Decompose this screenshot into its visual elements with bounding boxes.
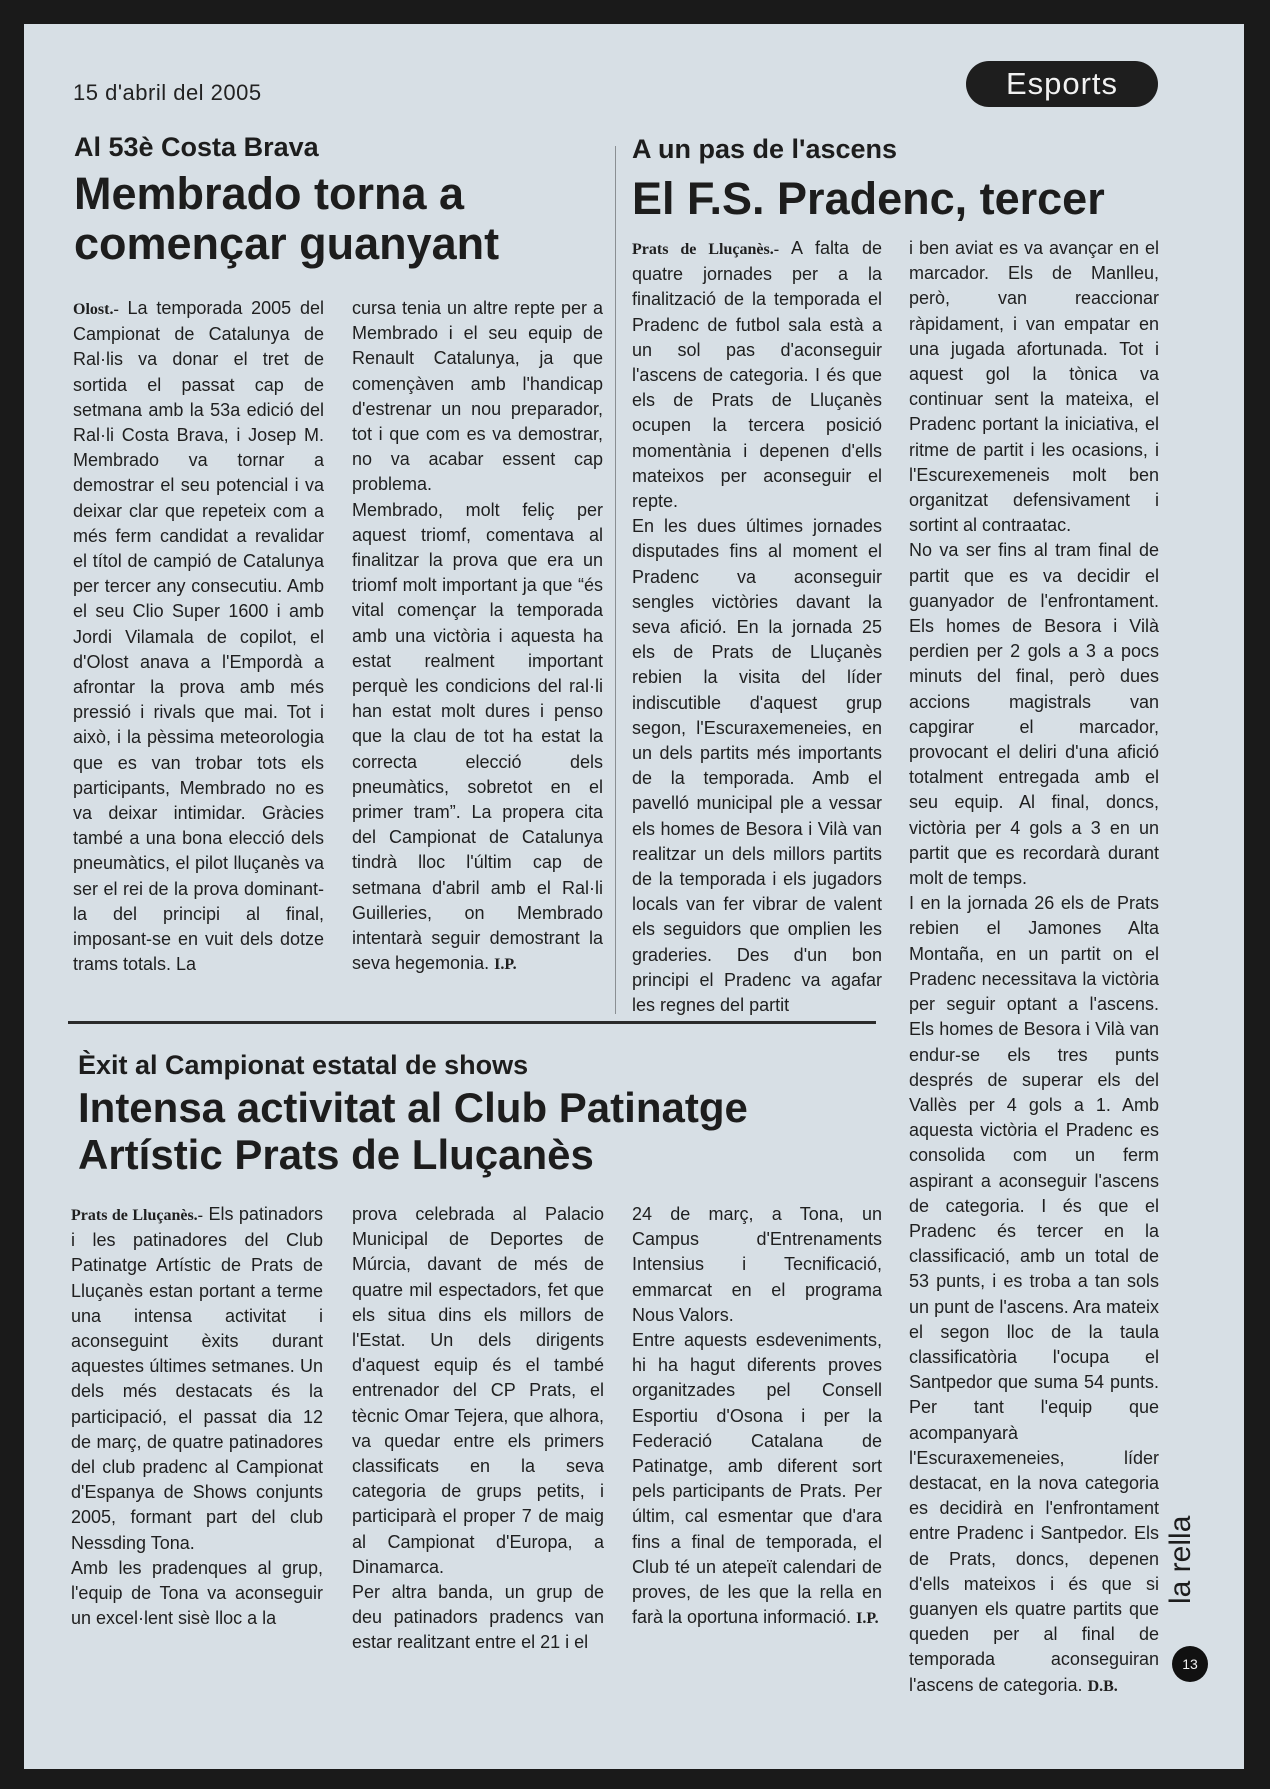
article3-text-6: Entre aquests esdeveniments, hi ha hagut diferents proves organitzades pel Consell Esportiu d'Osona i per la Federació Catalana de Patinatge, amb diferent sort pels participants de Prats. Per últim, cal esmentar que d'ara fins a final de temporada, el Club té un atepeït calendari de proves, de les que la rella en farà la oportuna informació.: [632, 1330, 882, 1628]
article2-lead: Prats de Lluçanès.-: [632, 241, 780, 258]
article3-lead: Prats de Lluçanès.-: [71, 1207, 203, 1224]
article3-text-1: Els patinadors i les patinadores del Club Patinatge Artístic de Prats de Lluçanès estan portant a terme una intensa activitat i aconseguint èxits durant aquestes últimes setmanes. Un dels més destacats és la participació, el passat dia 12 de març, de quatre patinadores del club pradenc al Campionat d'Espanya de Shows conjunts 2005, formant part del club Nessding Tona.: [71, 1204, 323, 1553]
article3-column-3: [632, 1202, 882, 1631]
article1-text-3: Membrado, molt feliç per aquest triomf, comentava al finalitzar la prova que era un triomf molt important ja que “és vital començar la temporada amb una victòria i aquesta ha estat realment important perquè les condicions del ral·li han estat molt dures i penso que la clau de tot ha estat la correcta elecció dels pneumàtics, sobretot en el primer tram”. La propera cita del Campionat de Catalunya tindrà lloc l'últim cap de setmana d'abril amb el Ral·li Guilleries, on Membrado intentarà seguir demostrant la seva hegemonia.: [352, 499, 603, 974]
article2-column-1: [632, 236, 882, 1018]
article2-text-1: A falta de quatre jornades per a la finalització de la temporada el Pradenc de futbol sala està a un sol pas d'aconseguir l'ascens de categoria. I és que els de Prats de Lluçanès ocupen la tercera posició momentània i depenen d'ells mateixos per aconseguir el repte.: [632, 238, 882, 512]
article2-text-2: En les dues últimes jornades disputades fins al moment el Pradenc va aconseguir sengles victòries davant la seva afició. En la jornada 25 els de Prats de Lluçanès rebien la visita del líder indiscutible d'aquest grup segon, l'Escuraxemeneies, en un dels partits més importants de la temporada. Amb el pavelló municipal ple a vessar els homes de Besora i Vilà van realitzar un dels millors partits de la temporada i els jugadors locals van fer vibrar de valent els seguidors que omplien les graderies. Des d'un bon principi el Pradenc va agafar les regnes del partit: [632, 516, 882, 1016]
section-divider: [68, 1021, 876, 1024]
article1-text-1: La temporada 2005 del Campionat de Catalunya de Ral·lis va donar el tret de sortida el passat cap de setmana amb la 53a edició del Ral·li Costa Brava, i Josep M. Membrado va tornar a demostrar el seu potencial i va deixar clar que repeteix com a més ferm candidat a revalidar el títol de campió de Catalunya per tercer any consecutiu. Amb el seu Clio Super 1600 i amb Jordi Vilamala de copilot, el d'Olost anava a l'Empordà a afrontar la prova amb més pressió i rivals que mai. Tot i això, i la pèssima meteorologia que es van trobar tots els participants, Membrado no es va deixar intimidar. Gràcies també a una bona elecció dels pneumàtics, el pilot lluçanès va ser el rei de la prova dominant-la del principi al final, imposant-se en vuit dels dotze trams totals. La: [73, 298, 324, 975]
page-number: 13: [1172, 1646, 1208, 1682]
article3-signature: I.P.: [856, 1610, 879, 1628]
article3-text-5: 24 de març, a Tona, un Campus d'Entrenaments Intensius i Tecnificació, emmarcat en el programa Nous Valors.: [632, 1204, 882, 1325]
article2-title: El F.S. Pradenc, tercer: [632, 173, 1105, 224]
article1-text-2: cursa tenia un altre repte per a Membrado i el seu equip de Renault Catalunya, ja que començàven amb l'handicap d'estrenar un nou preparador, tot i que com es va demostrar, no va acabar essent cap problema.: [352, 298, 603, 495]
section-badge: Esports: [966, 61, 1158, 107]
publication-brand: la rella: [1164, 1515, 1197, 1604]
article1-signature: I.P.: [494, 956, 517, 974]
article1-kicker: Al 53è Costa Brava: [74, 132, 319, 162]
column-divider: [615, 146, 616, 1014]
issue-date: 15 d'abril del 2005: [73, 80, 262, 105]
article3-title: Intensa activitat al Club Patinatge Artístic Prats de Lluçanès: [78, 1084, 748, 1179]
article2-text-4: No va ser fins al tram final de partit que es va decidir el guanyador de l'enfrontament. Els homes de Besora i Vilà perdien per 2 gols a 3 a pocs minuts del final, però dues accions magistrals van capgirar el marcador, provocant el deliri d'una afició totalment entregada amb el seu equip. Al final, doncs, victòria per 4 gols a 3 en un partit que es recordarà durant molt de temps.: [909, 540, 1159, 889]
article3-text-4: Per altra banda, un grup de deu patinadors pradencs van estar realitzant entre el 21 i el: [352, 1582, 604, 1653]
article2-text-5: I en la jornada 26 els de Prats rebien el Jamones Alta Montaña, en un partit on el Pradenc necessitava la victòria per seguir optant a l'ascens. Els homes de Besora i Vilà van endur-se els tres punts després de superar els del Vallès per 4 gols a 1. Amb aquesta victòria el Pradenc es consolida com un ferm aspirant a aconseguir l'ascens de categoria. I és que el Pradenc és tercer en la classificació, amb un total de 53 punts, i es troba a tan sols un punt de l'ascens. Ara mateix el segon lloc de la taula classificatòria l'ocupa el Santpedor que suma 54 punts. Per tant l'equip que acompanyarà l'Escuraxemeneies, líder destacat, en la nova categoria es decidirà en l'enfrontament entre Pradenc i Santpedor. Els de Prats, doncs, depenen d'ells mateixos i és que si guanyen els quatre partits que queden per al final de temporada aconseguiran l'ascens de categoria.: [909, 893, 1159, 1695]
article3-text-3: prova celebrada al Palacio Municipal de Deportes de Múrcia, davant de més de quatre mil espectadors, fet que els situa dins els millors de l'Estat. Un dels dirigents d'aquest equip és el també entrenador del CP Prats, el tècnic Omar Tejera, que alhora, va quedar entre els primers classificats en la seva categoria de grups petits, i participarà el proper 7 de maig al Campionat d'Europa, a Dinamarca.: [352, 1204, 604, 1577]
article3-kicker: Èxit al Campionat estatal de shows: [78, 1050, 529, 1080]
article1-title: Membrado torna a començar guanyant: [74, 168, 500, 270]
article1-lead: Olost.-: [73, 301, 119, 318]
newspaper-page: [24, 24, 1244, 1769]
article3-column-2: [352, 1202, 604, 1656]
article3-text-2: Amb les pradenques al grup, l'equip de Tona va aconseguir un excel·lent sisè lloc a la: [71, 1557, 323, 1629]
article2-column-2: [909, 236, 1159, 1699]
article2-signature: D.B.: [1087, 1677, 1118, 1695]
article2-kicker: A un pas de l'ascens: [632, 134, 898, 164]
article1-column-1: [73, 296, 324, 977]
article1-column-2: [352, 296, 603, 977]
article3-column-1: [71, 1202, 323, 1631]
article2-text-3: i ben aviat es va avançar en el marcador. Els de Manlleu, però, van reaccionar ràpidament, i van empatar en una jugada afortunada. Tot i aquest gol la tònica va continuar sent la mateixa, el Pradenc portant la iniciativa, el ritme de partit i les ocasions, i l'Escurexemeneis molt ben organitzat defensivament i sortint al contraatac.: [909, 238, 1159, 536]
